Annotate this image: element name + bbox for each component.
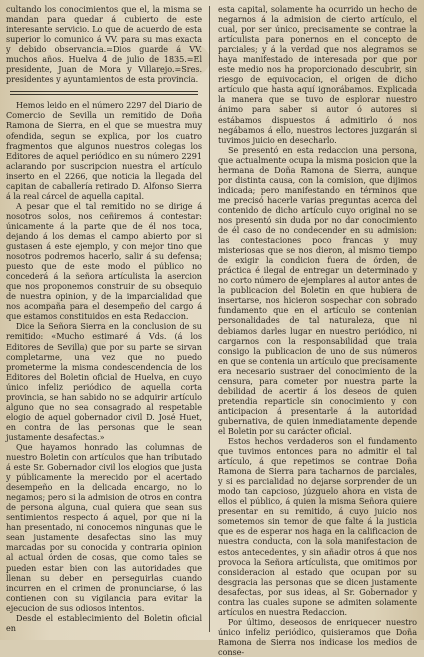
- section-divider-rule: [6, 89, 202, 95]
- paragraph-4: Que hayamos honrado las columnas de nuestro Boletin con artículos que han tributado á este Sr. Gobernador civil los elogios que justa y públicamente la merecido por el acertado desempeño en la delicada encargo, no lo negamos; pero si la admision de otros en contra de persona alguna, cual quiera que sean sus sentimientos respecto á aquel, por que ni la han presentado, ni conocemos ningunas que le sean justamente desafectas sino las muy marcadas por su conocida y contraria opinion al actual órden de cosas, que como tales se pueden estar bien con las autoridades que llenan su deber en perseguirlas cuando incurren en el crimen de pronunciarse, ó las contienen con su vigilancia para evitar la ejecucion de sus odiosos intentos.: [6, 441, 202, 613]
- column-divider: [209, 6, 210, 632]
- right-column: [218, 4, 417, 657]
- paragraph-circular-end: cultando los conocimientos que el, la misma se mandan para quedar á cubierto de este interesante servicio. Lo que de acuerdo de esta superior lo comunico á VV. para su mas exacta y debido observancia.=Dios guarde á VV. muchos años. Huelva 4 de julio de 1835.=El presidente, Juan de Mora y Villarejo.=Sres. presidentes y ayuntamientos de esta provincia.: [6, 4, 202, 85]
- paragraph-3: Dice la Señora Sierra en la conclusion de su remitido: «Mucho estimaré á Vds. (á los Editores de Sevilla) que por su parte se sirvan completarme, una vez que no puedo prometerme la misma condescendencia de los Editores del Boletin oficial de Huelva, en cuyo único infeliz periódico de aquella corta provincia, se han sabido no se adquirir artículo alguno que no sea consagrado al respetable elogio de aquel gobernador civil D. José Huet, en contra de las personas que le sean justamente desafectas.»: [6, 321, 202, 442]
- paragraph-2: A pesar que el tal remitido no se dirige á nosotros solos, nos ceñiremos á contestar: únicamente á la parte que de él nos toca, dejando á los demas el campo abierto por si gustasen á este ejemplo, y con mejor tino que nosotros podremos hacerlo, salir á su defensa; puesto que de este modo el público no concederá á la señora artículista la asercion que nos proponemos construir de su obsequio de nuestra opinion, y de la imparcialidad que nos acompaña para el desempeño del cargo á que estamos constituidos en esta Redaccion.: [6, 200, 202, 322]
- paragraph-1: Hemos leido en el número 2297 del Diario de Comercio de Sevilla un remitido de Doña Ramona de Sierra, en el que se muestra muy ofendida, segun se explica, por los cuatro fragmentos que algunos nuestros colegas los Editores de aquel periódico en su número 2291 aclarando por suscripcion nuestra el artículo inserto en el 2266, que noticia la llegada del capitan de caballería retirado D. Alfonso Sierra á la real cárcel de aquella capital.: [6, 100, 202, 201]
- paragraph-4: Por último, deseosos de enriquecer nuestro único infeliz periódico, quisieramos que Doña Ramona de Sierra nos indicase los medios de conse-: [218, 616, 417, 657]
- paragraph-5: Desde el establecimiento del Boletin oficial en: [6, 612, 202, 633]
- paragraph-1: esta capital, solamente ha ocurrido un hecho de negarnos á la admision de cierto artículo, el cual, por ser único, precisamente se contrae la artículista para ponernos en el concepto de parciales; y á la verdad que nos alegramos se haya manifestado de interesada por que por este medio nos ha proporcionado descubrir, sin riesgo de equivocacion, el origen de dicho artículo que hasta aquí ignorábamos. Explicada la manera que se tuvo de esplorar nuestro ánimo para saber si autor ó autores si estábamos dispuestos á admitirlo ó nos negábamos á ello, nuestros lectores juzgarán si tuvimos juicio en desecharlo.: [218, 4, 417, 145]
- paragraph-2: Se presentó en esta redaccion una persona, que actualmente ocupa la misma posicion que la hermana de Doña Ramona de Sierra, aunque por distinta causa, con la comision, que dijimos indicada; pero manifestando en términos que me precisó hacerle varias preguntas acerca del contenido de dicho artículo cuyo original no se nos presentó sin duda por no dar conocimiento de él caso de no condecender en su admision: las contestaciones poco francas y muy misteriosas que se nos dieron, al mismo tiempo de exigir la condicion fuera de órden, de práctica é ilegal de entregar un determinado y no corto número de ejemplares al autor antes de la publicacion del Boletin en que hubiera de insertarse, nos hicieron sospechar con sobrado fundamento que en el artículo se contenian personalidades de tal naturaleza, que ni debiamos darles lugar en nuestro periódico, ni cargarnos con la responsabilidad que traia consigo la publicacion de uno de sus números en que se contenia un artículo que precisamente era necesario sustraer del conocimiento de la censura, para cometer por nuestra parte la debilidad de acertir á los deseos de quien pretendia reparticle sin conocimiento y con anticipacion á presentarle á la autoridad gubernativa, de quien inmediatamente depende el Boletin por su carácter oficial.: [218, 144, 417, 436]
- paragraph-3: Estos hechos verdaderos son el fundamento que tuvimos entonces para no admitir el tal artículo, á que repetimos se contrae Doña Ramona de Sierra para tacharnos de parciales, y si es parcialidad no dejarse sorprender de un modo tan capcioso, júzguelo ahora en vista de ellos el público, á quien la misma Señora quiere presentar en su remitido, á cuyo juicio nos sometemos sin temor de que falte á la justicia que es de esperar nos haga en la calificacion de nuestra conducta, con la sola manifestacion de estos antecedentes, y sin añadir otros á que nos provoca la Señora artículista, que omitimos por consideracion al estado que ocupan por su desgracia las personas que se dicen justamente desafectas, por sus ideas, al Sr. Gobernador y contra las cuales supone se admiten solamente artículos en nuestra Redaccion.: [218, 436, 417, 617]
- left-column: [6, 4, 202, 634]
